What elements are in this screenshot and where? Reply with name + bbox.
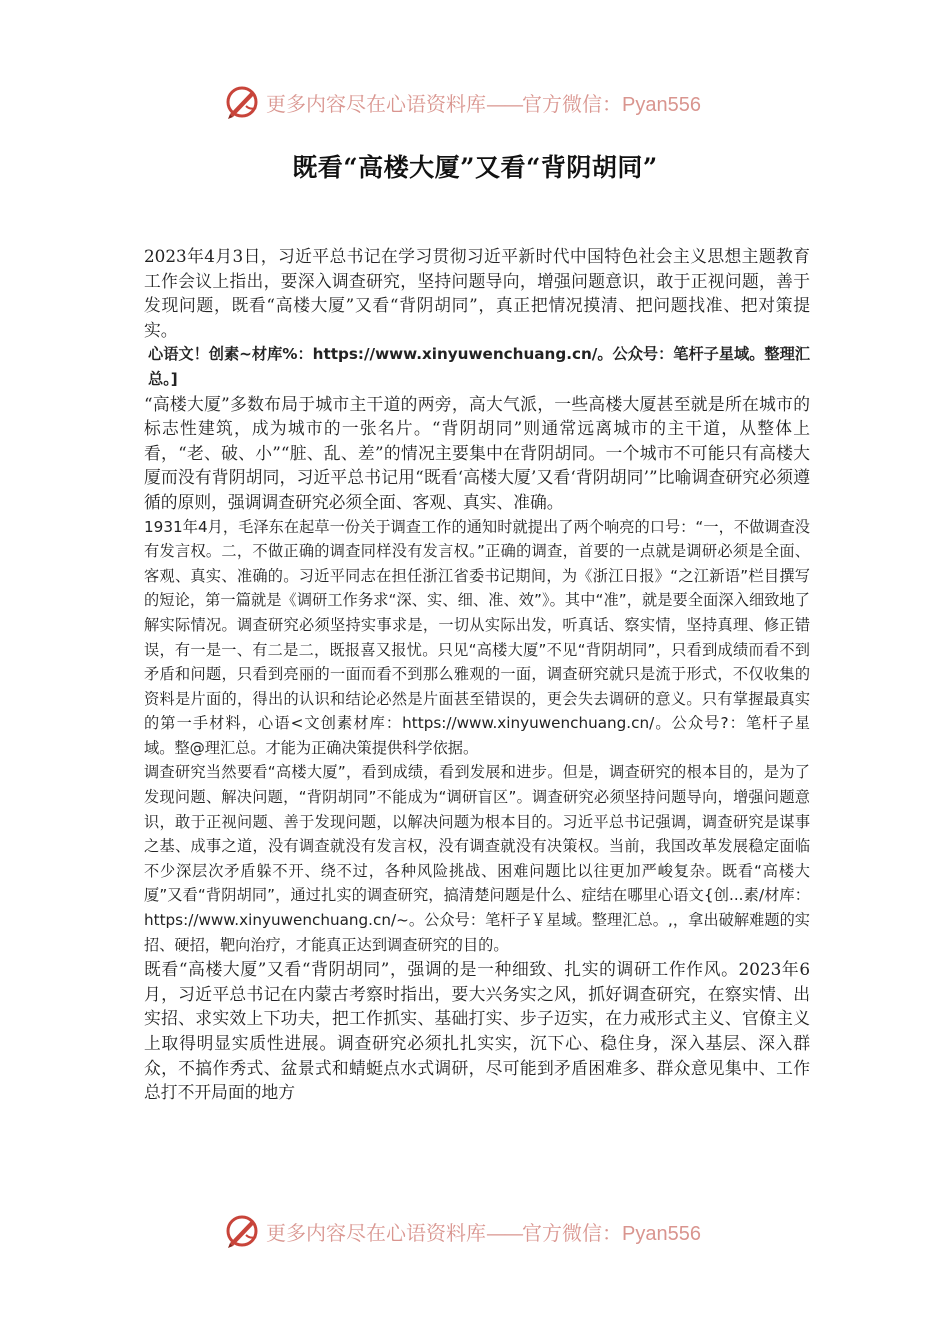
banner-text (266, 88, 701, 117)
banner-dash: —— (486, 1220, 522, 1245)
header-watermark-banner (224, 82, 744, 122)
paragraph-watermark-note: 心语文！创素~材库%：https://www.xinyuwenchuang.cn/。公众号：笔杆子星域。整理汇总。] (148, 345, 810, 388)
banner-text (266, 1217, 701, 1246)
pen-logo-icon (224, 1213, 260, 1249)
paragraph-zuofeng: 既看“高楼大厦”又看“背阴胡同”，强调的是一种细致、扎实的调研工作作风。2023年6月，习近平总书记在内蒙古考察时指出，要大兴务实之风，抓好调查研究，在察实情、出实招、求实效上下功夫，把工作抓实、基础打实、步子迈实，在力戒形式主义、官僚主义上取得明显实质性进展。调查研究必须扎扎实实，沉下心、稳住身，深入基层、深入群众，不搞作秀式、盆景式和蜻蜓点水式调研，尽可能到矛盾困难多、群众意见集中、工作总打不开局面的地方 (144, 959, 810, 1103)
pen-logo-icon (224, 84, 260, 120)
paragraph-gaolou-dasha: “高楼大厦”多数布局于城市主干道的两旁，高大气派，一些高楼大厦甚至就是所在城市的标志性建筑，成为城市的一张名片。“背阴胡同”则通常远离城市的主干道，从整体上看，“老、破、小”“脏、乱、差”的情况主要集中在背阴胡同。一个城市不可能只有高楼大厦而没有背阴胡同，习近平总书记用“既看‘高楼大厦’又看‘背阴胡同’”比喻调查研究必须遵循的原则，强调调查研究必须全面、客观、真实、准确。 (144, 393, 810, 512)
document-title: 既看“高楼大厦”又看“背阴胡同” (292, 153, 658, 182)
footer-watermark-banner (224, 1211, 744, 1251)
banner-main-text: 更多内容尽在心语资料库 (266, 91, 486, 116)
banner-tail-text: 官方微信： (522, 91, 622, 116)
banner-tail-text: 官方微信： (522, 1220, 622, 1245)
document-body (144, 244, 810, 1105)
banner-wechat-id: Pyan556 (622, 93, 701, 116)
paragraph-1931: 1931年4月，毛泽东在起草一份关于调查工作的通知时就提出了两个响亮的口号：“一，不做调查没有发言权。二，不做正确的调查同样没有发言权。”正确的调查，首要的一点就是调研必须是全面、客观、真实、准确的。习近平同志在担任浙江省委书记期间，为《浙江日报》“之江新语”栏目撰写的短论，第一篇就是《调研工作务求“深、实、细、准、效”》。其中“准”，就是要全面深入细致地了解实际情况。调查研究必须坚持实事求是，一切从实际出发，听真话、察实情，坚持真理、修正错误，有一是一、有二是二，既报喜又报忧。只见“高楼大厦”不见“背阴胡同”，只看到成绩而看不到矛盾和问题，只看到亮丽的一面而看不到那么雅观的一面，调查研究就只是流于形式，不仅收集的资料是片面的，得出的认识和结论必然是片面甚至错误的，更会失去调研的意义。只有掌握最真实的第一手材料，心语<文创素材库：https://www.xinyuwenchuang.cn/。公众号?：笔杆子星域。整@理汇总。才能为正确决策提供科学依据。 (144, 517, 810, 757)
banner-wechat-id: Pyan556 (622, 1222, 701, 1245)
paragraph-diaocha-yanjiu: 调查研究当然要看“高楼大厦”，看到成绩，看到发展和进步。但是，调查研究的根本目的，是为了发现问题、解决问题，“背阴胡同”不能成为“调研盲区”。调查研究必须坚持问题导向，增强问题意识，敢于正视问题、善于发现问题，以解决问题为根本目的。习近平总书记强调，调查研究是谋事之基、成事之道，没有调查就没有发言权，没有调查就没有决策权。当前，我国改革发展稳定面临不少深层次矛盾躲不开、绕不过，各种风险挑战、困难问题比以往更加严峻复杂。既看“高楼大厦”又看“背阴胡同”，通过扎实的调查研究，搞清楚问题是什么、症结在哪里心语文{创...素/材库：https://www.xinyuwenchuang.cn/~。公众号：笔杆子￥星域。整理汇总。,，拿出破解难题的实招、硬招，靶向治疗，才能真正达到调查研究的目的。 (144, 763, 810, 954)
banner-main-text: 更多内容尽在心语资料库 (266, 1220, 486, 1245)
paragraph-intro: 2023年4月3日，习近平总书记在学习贯彻习近平新时代中国特色社会主义思想主题教育工作会议上指出，要深入调查研究，坚持问题导向，增强问题意识，敢于正视问题，善于发现问题，既看“高楼大厦”又看“背阴胡同”，真正把情况摸清、把问题找准、把对策提实。 (144, 246, 810, 340)
banner-dash: —— (486, 91, 522, 116)
